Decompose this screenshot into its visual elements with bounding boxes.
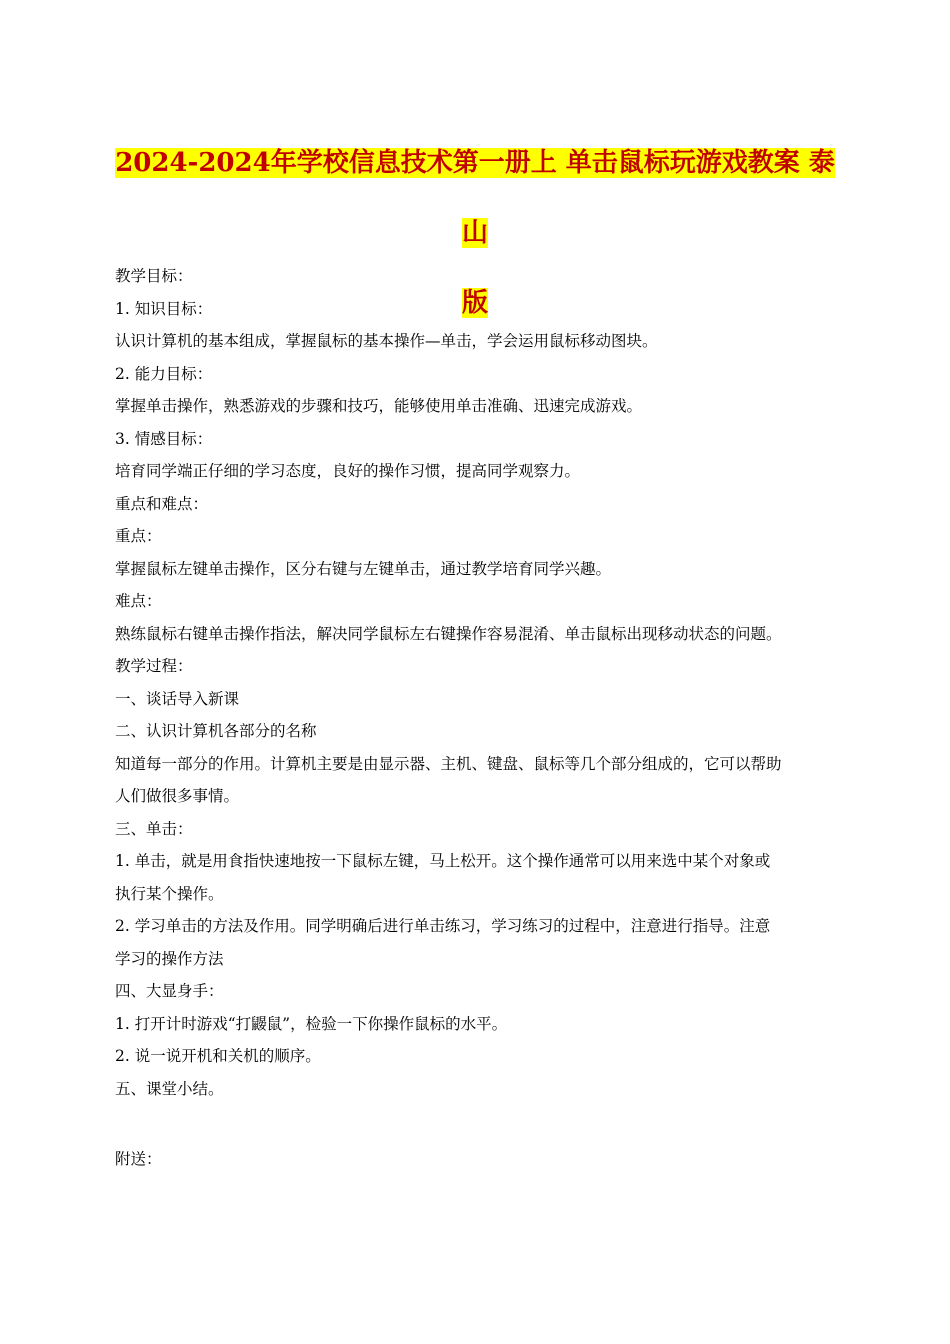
paragraph: 培育同学端正仔细的学习态度，良好的操作习惯，提高同学观察力。 (115, 462, 581, 480)
section-heading-key-points: 重点和难点： (115, 494, 209, 513)
appendix-label: 附送： (115, 1150, 162, 1168)
title-line-1: 2024-2024年学校信息技术第一册上 单击鼠标玩游戏教案 泰山 (115, 148, 835, 248)
difficulty-heading: 难点： (115, 592, 162, 610)
section-heading-process: 教学过程： (115, 657, 193, 675)
process-step-1: 一、谈话导入新课 (115, 689, 240, 708)
objective-ability-heading: 2. 能力目标： (115, 364, 213, 383)
process-step-4: 四、大显身手： (115, 982, 224, 1000)
paragraph: 执行某个操作。 (115, 884, 224, 903)
process-step-5: 五、课堂小结。 (115, 1079, 224, 1098)
process-step-2: 二、认识计算机各部分的名称 (115, 722, 317, 740)
paragraph: 人们做很多事情。 (115, 787, 240, 805)
paragraph: 熟练鼠标右键单击操作指法，解决同学鼠标左右键操作容易混淆、单击鼠标出现移动状态的问题。 (115, 624, 782, 643)
spacer (115, 1105, 837, 1143)
paragraph: 认识计算机的基本组成，掌握鼠标的基本操作—单击，学会运用鼠标移动图块。 (115, 332, 658, 350)
process-step-3: 三、单击： (115, 819, 193, 838)
paragraph: 掌握单击操作，熟悉游戏的步骤和技巧，能够使用单击准确、迅速完成游戏。 (115, 397, 643, 415)
document-body (115, 260, 837, 1176)
title-line-2: 版 (461, 288, 488, 318)
paragraph: 2. 说一说开机和关机的顺序。 (115, 1047, 321, 1065)
section-heading-objectives: 教学目标： (115, 267, 193, 285)
paragraph: 2. 学习单击的方法及作用。同学明确后进行单击练习，学习练习的过程中，注意进行指导。注意 (115, 917, 771, 935)
objective-knowledge-heading: 1. 知识目标： (115, 299, 213, 318)
paragraph: 1. 打开计时游戏“打鼹鼠”，检验一下你操作鼠标的水平。 (115, 1014, 508, 1033)
paragraph: 1. 单击，就是用食指快速地按一下鼠标左键，马上松开。这个操作通常可以用来选中某个对象或 (115, 852, 771, 870)
paragraph: 知道每一部分的作用。计算机主要是由显示器、主机、键盘、鼠标等几个部分组成的，它可以帮助 (115, 754, 782, 773)
paragraph: 掌握鼠标左键单击操作，区分右键与左键单击，通过教学培育同学兴趣。 (115, 559, 612, 578)
objective-emotion-heading: 3. 情感目标： (115, 429, 213, 448)
key-point-heading: 重点： (115, 527, 162, 545)
paragraph: 学习的操作方法 (115, 949, 224, 968)
